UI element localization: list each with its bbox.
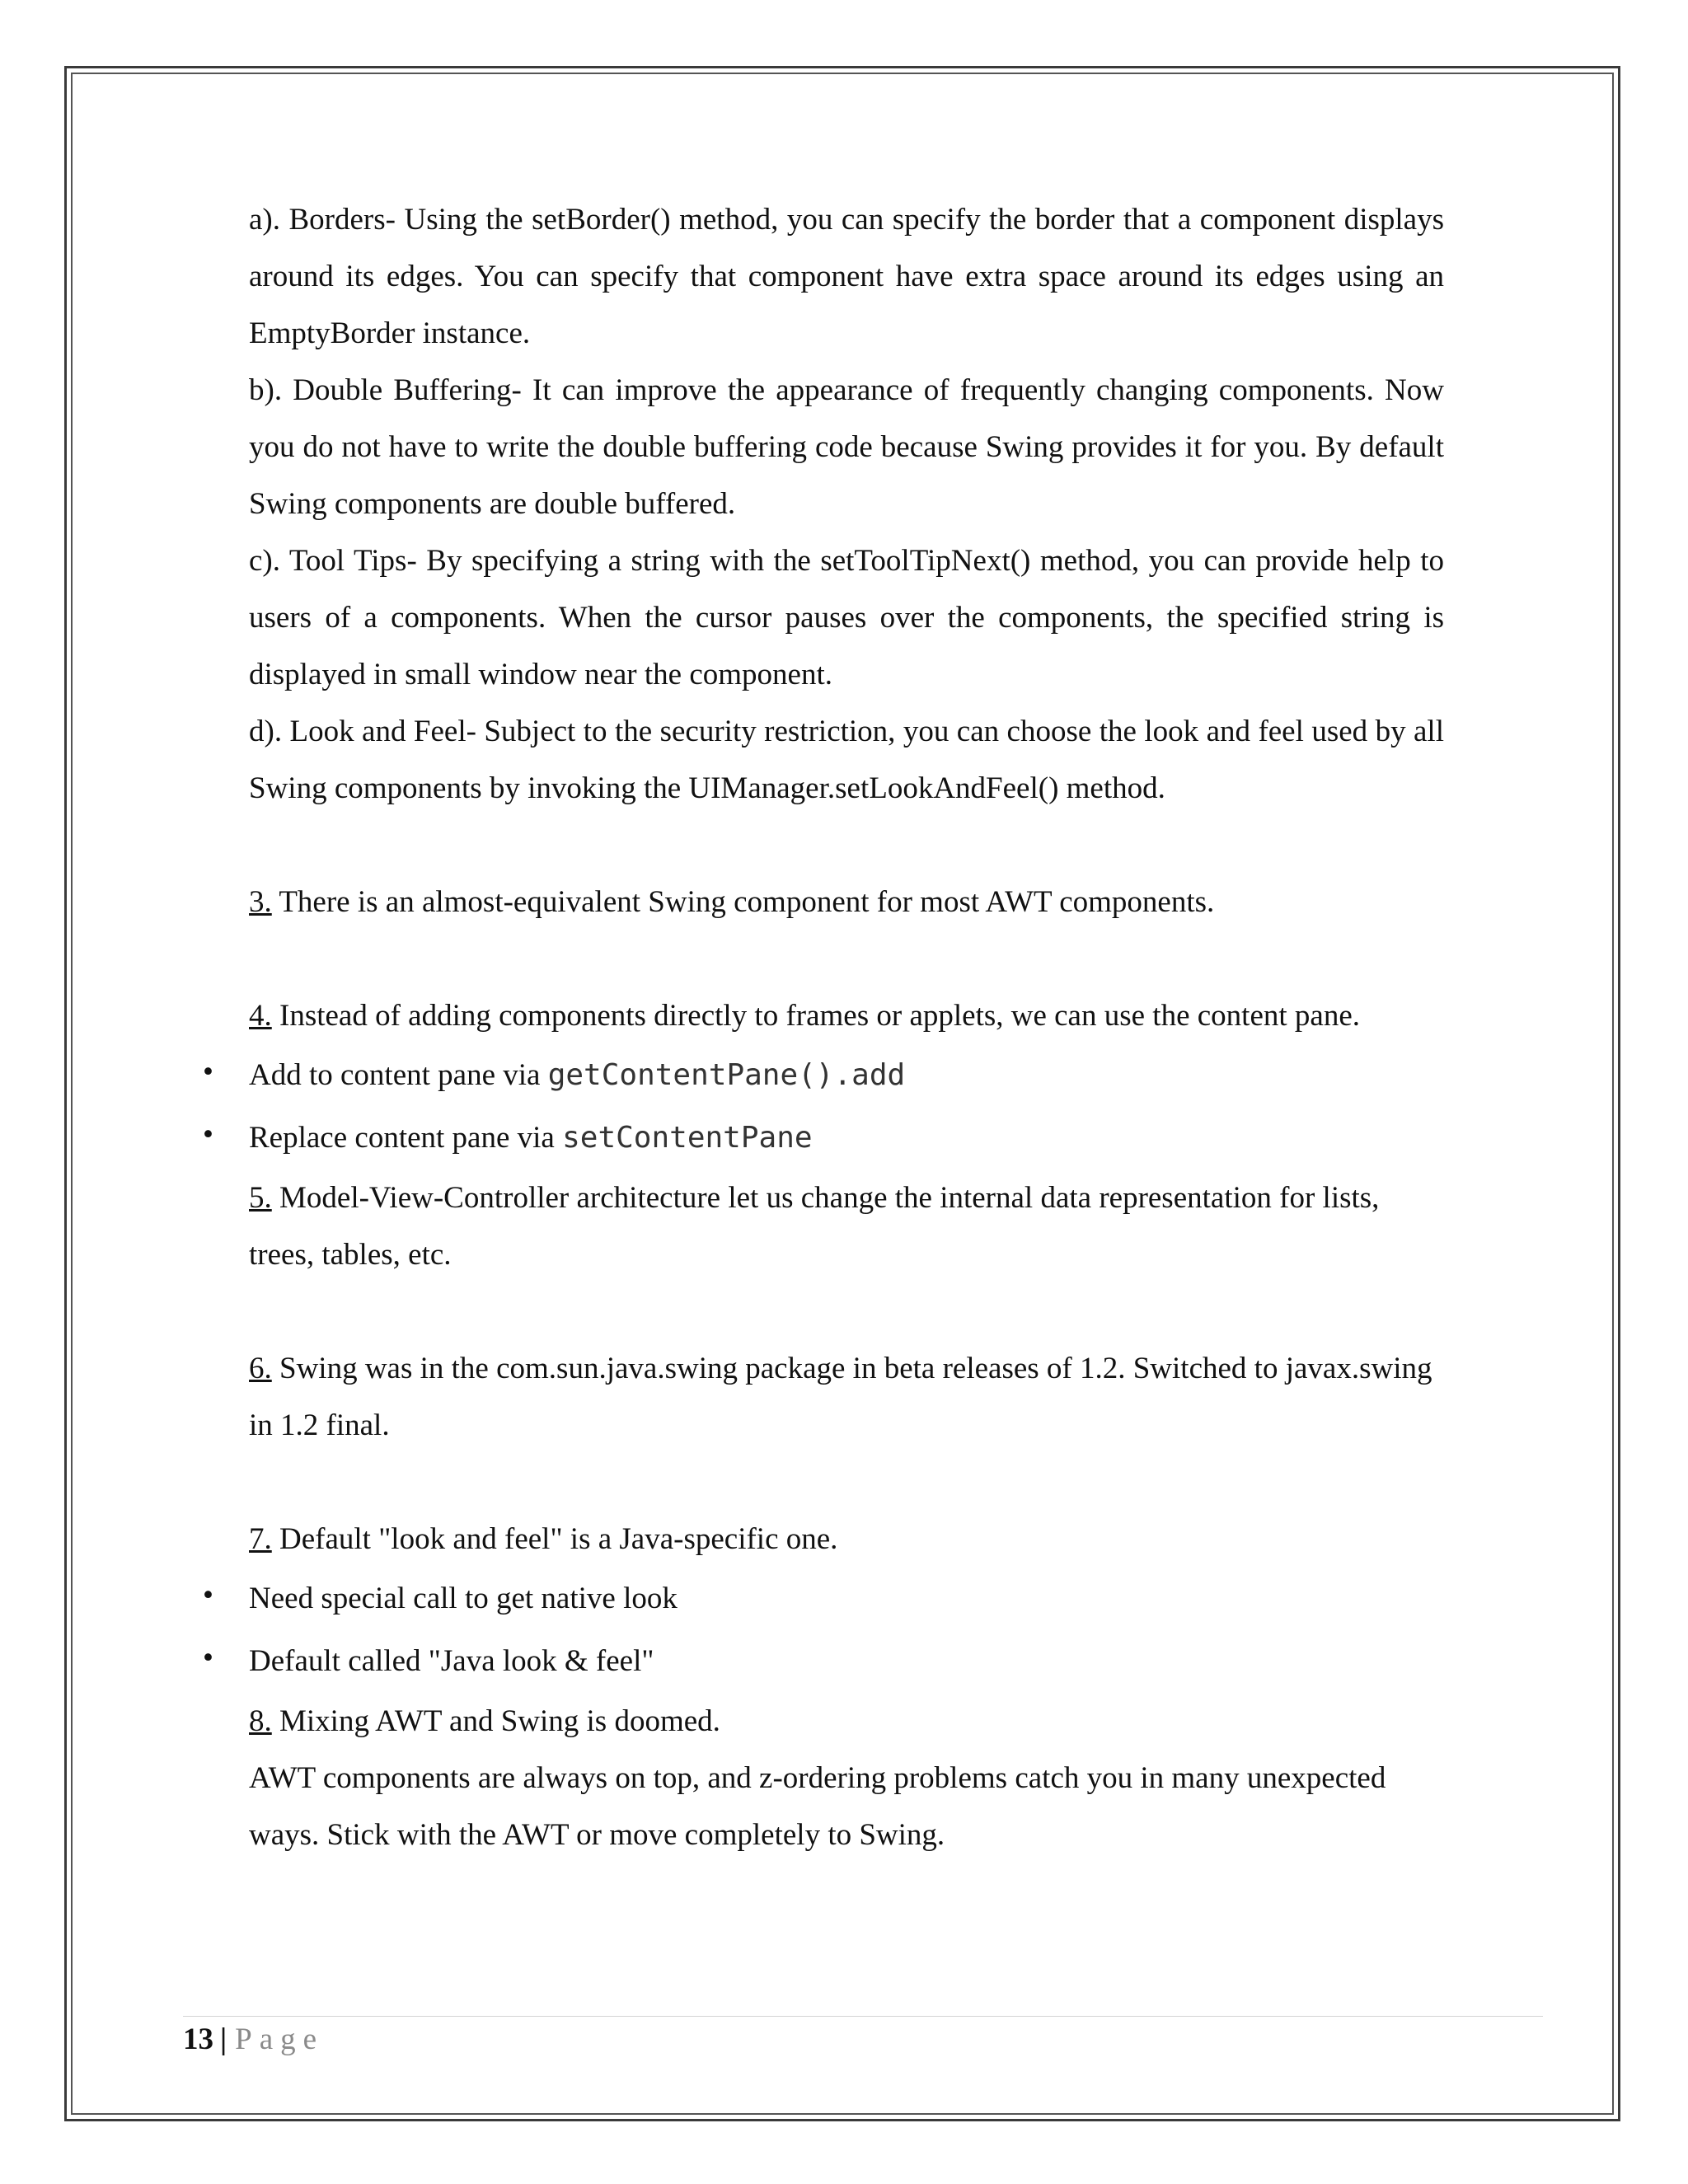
paragraph-double-buffering: b). Double Buffering- It can improve the appearance of frequently changing components. Now you do not have to write the double buffering code because Swing provides it for you. By default Swing components are double buffered. bbox=[249, 373, 1444, 521]
item-number: 8. bbox=[249, 1704, 272, 1738]
item-6 bbox=[249, 1340, 1444, 1454]
item-number: 4. bbox=[249, 999, 272, 1033]
page-number: 13 bbox=[183, 2022, 213, 2056]
code-snippet: setContentPane bbox=[562, 1121, 813, 1155]
bullet-text: Add to content pane via bbox=[249, 1058, 548, 1092]
bullet-dot: • bbox=[203, 1055, 213, 1089]
bullet-item bbox=[203, 1630, 1444, 1693]
bullet-text: Need special call to get native look bbox=[249, 1582, 678, 1615]
paragraph-look-and-feel: d). Look and Feel- Subject to the security restriction, you can choose the look and feel used by all Swing components by invoking the UIManager.setLookAndFeel() method. bbox=[249, 715, 1444, 805]
item-5 bbox=[249, 1169, 1444, 1283]
spacer bbox=[249, 930, 1444, 987]
item-text: Swing was in the com.sun.java.swing package in beta releases of 1.2. Switched to javax.swing in 1.2 final. bbox=[249, 1352, 1432, 1442]
paragraph-tool-tips: c). Tool Tips- By specifying a string with the setToolTipNext() method, you can provide help to users of a components. When the cursor pauses over the components, the specified string is displayed in small window near the component. bbox=[249, 544, 1444, 691]
spacer bbox=[249, 817, 1444, 874]
footer-separator: | bbox=[220, 2022, 227, 2056]
spacer bbox=[249, 1454, 1444, 1511]
page-content bbox=[203, 191, 1444, 1863]
item-8 bbox=[249, 1693, 1444, 1750]
item-number: 5. bbox=[249, 1181, 272, 1215]
bullet-dot: • bbox=[203, 1118, 213, 1151]
bullet-item bbox=[203, 1107, 1444, 1169]
item-8-detail: AWT components are always on top, and z-ordering problems catch you in many unexpected ways. Stick with the AWT or move completely to Swing. bbox=[249, 1761, 1386, 1852]
footer-divider bbox=[183, 2016, 1543, 2017]
item-7 bbox=[249, 1511, 1444, 1568]
paragraph-borders: a). Borders- Using the setBorder() method, you can specify the border that a component displays around its edges. You can specify that component have extra space around its edges using an EmptyBorder instance. bbox=[249, 203, 1444, 350]
bullet-item bbox=[203, 1044, 1444, 1107]
item-number: 3. bbox=[249, 885, 272, 919]
item-text: Instead of adding components directly to frames or applets, we can use the content pane. bbox=[271, 999, 1361, 1033]
item-3 bbox=[249, 874, 1444, 930]
bullet-text: Replace content pane via bbox=[249, 1121, 563, 1155]
code-snippet: getContentPane().add bbox=[547, 1058, 906, 1092]
item-text: Mixing AWT and Swing is doomed. bbox=[271, 1704, 720, 1738]
bullet-dot: • bbox=[203, 1578, 213, 1612]
item-number: 6. bbox=[249, 1352, 272, 1385]
bullet-item bbox=[203, 1568, 1444, 1630]
item-text: Default "look and feel" is a Java-specific one. bbox=[271, 1522, 838, 1556]
item-4 bbox=[249, 987, 1444, 1044]
page-footer bbox=[183, 2017, 324, 2063]
item-text: Model-View-Controller architecture let us change the internal data representation for lists, trees, tables, etc. bbox=[249, 1181, 1380, 1272]
item-text: There is an almost-equivalent Swing component for most AWT components. bbox=[271, 885, 1215, 919]
bullet-text: Default called "Java look & feel" bbox=[249, 1644, 654, 1678]
spacer bbox=[249, 1283, 1444, 1340]
page-label: Page bbox=[235, 2022, 325, 2056]
bullet-dot: • bbox=[203, 1641, 213, 1675]
item-number: 7. bbox=[249, 1522, 272, 1556]
